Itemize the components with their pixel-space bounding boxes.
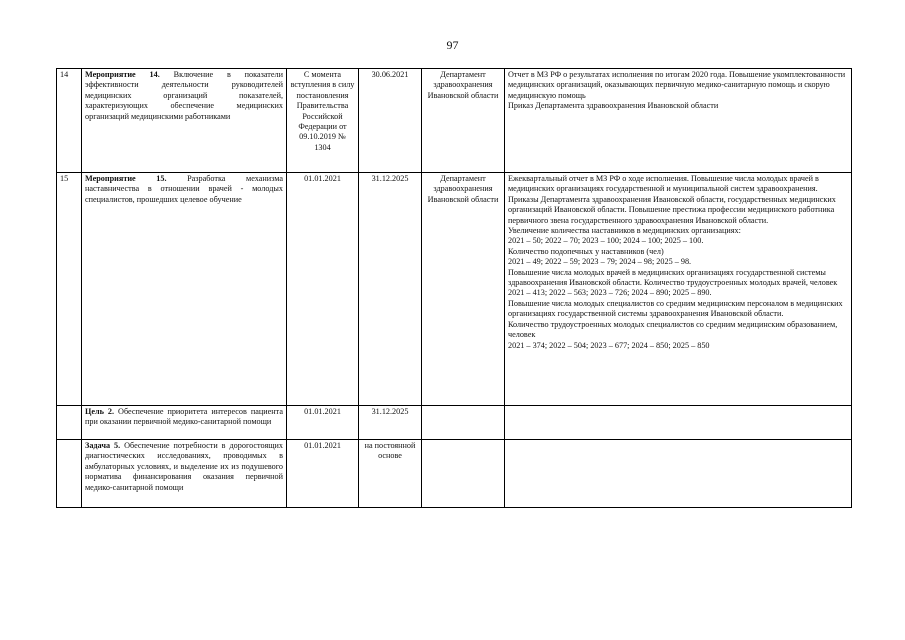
goal-name <box>82 406 287 440</box>
row-number: 14 <box>57 69 82 173</box>
result-line: Ежеквартальный отчет в МЗ РФ о ходе исполнения. Повышение числа молодых врачей в медицинских организациях государственной и муниципальной систем здравоохранения. Приказы Департамента здравоохранения Ивановской области, государственных медицинских организаций Ивановской области. Повышение престижа профессии медицинского работника первичного звена государственного здравоохранения Ивановской области. <box>508 174 836 225</box>
result-line: 2021 – 413; 2022 – 563; 2023 – 726; 2024 – 890; 2025 – 890. <box>508 288 712 298</box>
task-text: Обеспечение потребности в дорогостоящих диагностических исследованиях, проводимых в амбулаторных условиях, и выделение их из подушевого норматива финансирования оказания первичной медико-санитарной помощи <box>85 441 283 492</box>
table-row <box>57 440 852 508</box>
executor: Департамент здравоохранения Ивановской области <box>422 173 505 406</box>
activity-name <box>82 69 287 173</box>
table-row <box>57 406 852 440</box>
table-row <box>57 173 852 406</box>
expected-results <box>505 406 852 440</box>
start-date: 01.01.2021 <box>287 406 359 440</box>
result-line: Количество трудоустроенных молодых специалистов со средним медицинским образованием, человек <box>508 319 838 340</box>
result-line: 2021 – 374; 2022 – 504; 2023 – 677; 2024 – 850; 2025 – 850 <box>508 340 710 350</box>
executor: Департамент здравоохранения Ивановской области <box>422 69 505 173</box>
result-line: Повышение числа молодых специалистов со средним медицинским персоналом в медицинских организациях государственной системы здравоохранения Ивановской области. <box>508 298 843 319</box>
row-number <box>57 440 82 508</box>
result-line: Приказ Департамента здравоохранения Ивановской области <box>508 101 719 111</box>
activity-label: Мероприятие 15. <box>85 174 167 183</box>
goal-text: Обеспечение приоритета интересов пациента при оказании первичной медико-санитарной помощи <box>85 407 283 427</box>
row-number: 15 <box>57 173 82 406</box>
result-line: 2021 – 50; 2022 – 70; 2023 – 100; 2024 – 100; 2025 – 100. <box>508 236 704 246</box>
table-row <box>57 69 852 173</box>
result-line: Количество подопечных у наставников (чел) <box>508 246 664 256</box>
expected-results <box>505 173 852 406</box>
end-date: 30.06.2021 <box>359 69 422 173</box>
task-label: Задача 5. <box>85 441 121 450</box>
activity-text: Разработка механизма наставничества в отношении врачей - молодых специалистов, прошедших целевое обучение <box>85 174 283 204</box>
goal-label: Цель 2. <box>85 407 115 416</box>
start-date: 01.01.2021 <box>287 440 359 508</box>
result-line: 2021 – 49; 2022 – 59; 2023 – 79; 2024 – 98; 2025 – 98. <box>508 257 692 267</box>
activity-text: Включение в показатели эффективности деятельности руководителей медицинских организаций показателей, характеризующих обеспечение медицинских организаций медицинскими работниками <box>85 70 283 121</box>
start-date: С момента вступления в силу постановления Правительства Российской Федерации от 09.10.2019 № 1304 <box>287 69 359 173</box>
result-line: Повышение числа молодых врачей в медицинских организациях государственной системы здравоохранения Ивановской области. Количество трудоустроенных молодых врачей, человек <box>508 267 838 288</box>
activities-table <box>56 68 852 508</box>
result-line: Отчет в МЗ РФ о результатах исполнения по итогам 2020 года. Повышение укомплектованности медицинских организаций, оказывающих первичную медико-санитарную помощь и скорую медицинскую помощь <box>508 70 846 100</box>
end-date: на постоянной основе <box>359 440 422 508</box>
activity-name <box>82 173 287 406</box>
activity-label: Мероприятие 14. <box>85 70 160 79</box>
end-date: 31.12.2025 <box>359 406 422 440</box>
executor <box>422 440 505 508</box>
start-date: 01.01.2021 <box>287 173 359 406</box>
expected-results <box>505 440 852 508</box>
task-name <box>82 440 287 508</box>
row-number <box>57 406 82 440</box>
end-date: 31.12.2025 <box>359 173 422 406</box>
expected-results <box>505 69 852 173</box>
result-line: Увеличение количества наставников в медицинских организациях: <box>508 226 741 236</box>
executor <box>422 406 505 440</box>
page-number: 97 <box>446 38 459 52</box>
